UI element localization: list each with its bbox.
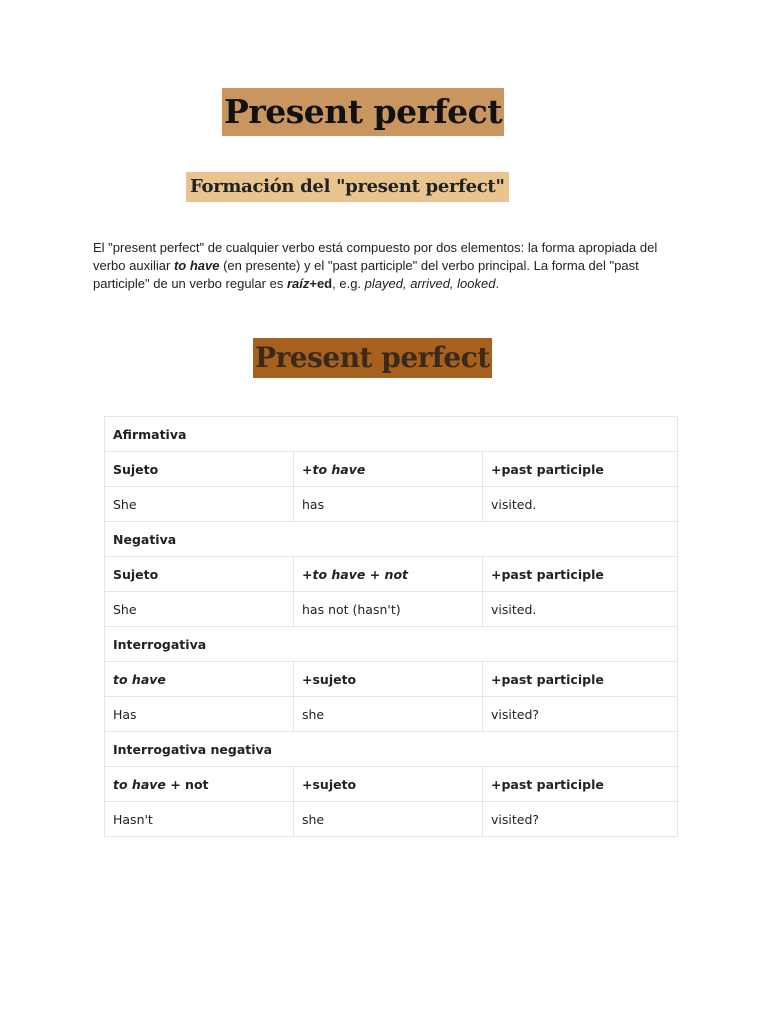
table-row — [105, 557, 678, 592]
table-cell: she — [294, 697, 483, 732]
intro-rule: raíz+ed — [286, 276, 333, 291]
table-cell: visited? — [483, 697, 678, 732]
table-cell: she — [294, 802, 483, 837]
header-cell: +past participle — [483, 452, 678, 487]
header-italic: not — [384, 566, 409, 582]
intro-text-3: , e.g. — [332, 276, 365, 291]
section-subtitle: Formación del "present perfect" — [186, 172, 509, 202]
header-cell: Sujeto — [105, 557, 294, 592]
section-interrogativa-negativa: Interrogativa negativa — [105, 732, 678, 767]
table-row — [105, 732, 678, 767]
header-cell: +past participle — [483, 557, 678, 592]
header-cell: +sujeto — [294, 767, 483, 802]
conjugation-table — [104, 416, 678, 837]
table-row — [105, 627, 678, 662]
header-cell: +past participle — [483, 767, 678, 802]
table-cell: Has — [105, 697, 294, 732]
table-row — [105, 417, 678, 452]
table-row — [105, 452, 678, 487]
header-mid: + — [365, 566, 385, 582]
intro-text-2: (en presente) y el "past participle" del verbo principal. La forma del "past participle" de un verbo regular es — [93, 258, 639, 291]
section-interrogativa: Interrogativa — [105, 627, 678, 662]
header-cell: +sujeto — [294, 662, 483, 697]
header-italic: to have — [312, 461, 366, 477]
header-cell — [294, 557, 483, 592]
table-cell: visited. — [483, 487, 678, 522]
intro-rule-root: raíz — [286, 276, 310, 291]
table-cell: Hasn't — [105, 802, 294, 837]
table-cell: She — [105, 487, 294, 522]
header-prefix: + — [302, 566, 313, 582]
table-cell: has not (hasn't) — [294, 592, 483, 627]
section-negativa: Negativa — [105, 522, 678, 557]
header-cell — [105, 767, 294, 802]
header-prefix: + — [302, 461, 313, 477]
header-italic: to have — [312, 566, 366, 582]
table-cell: visited. — [483, 592, 678, 627]
table-row — [105, 487, 678, 522]
header-italic: to have — [113, 776, 166, 792]
intro-paragraph — [93, 239, 683, 293]
table-cell: visited? — [483, 802, 678, 837]
intro-text-4: . — [495, 276, 500, 291]
intro-aux-verb: to have — [173, 258, 220, 273]
table-cell: She — [105, 592, 294, 627]
table-row — [105, 522, 678, 557]
header-cell: Sujeto — [105, 452, 294, 487]
header-cell — [105, 662, 294, 697]
table-row — [105, 592, 678, 627]
table-row — [105, 767, 678, 802]
header-suffix: + not — [165, 776, 209, 792]
table-cell: has — [294, 487, 483, 522]
header-italic: to have — [113, 671, 166, 687]
table-row — [105, 697, 678, 732]
header-cell — [294, 452, 483, 487]
table-row — [105, 802, 678, 837]
header-cell: +past participle — [483, 662, 678, 697]
table-title: Present perfect — [253, 338, 492, 378]
section-afirmativa: Afirmativa — [105, 417, 678, 452]
intro-examples: played, arrived, looked — [364, 276, 496, 291]
intro-text-1: El "present perfect" de cualquier verbo está compuesto por dos elementos: la forma apropiada del verbo auxiliar — [93, 240, 658, 273]
page-title: Present perfect — [222, 88, 504, 136]
table-row — [105, 662, 678, 697]
